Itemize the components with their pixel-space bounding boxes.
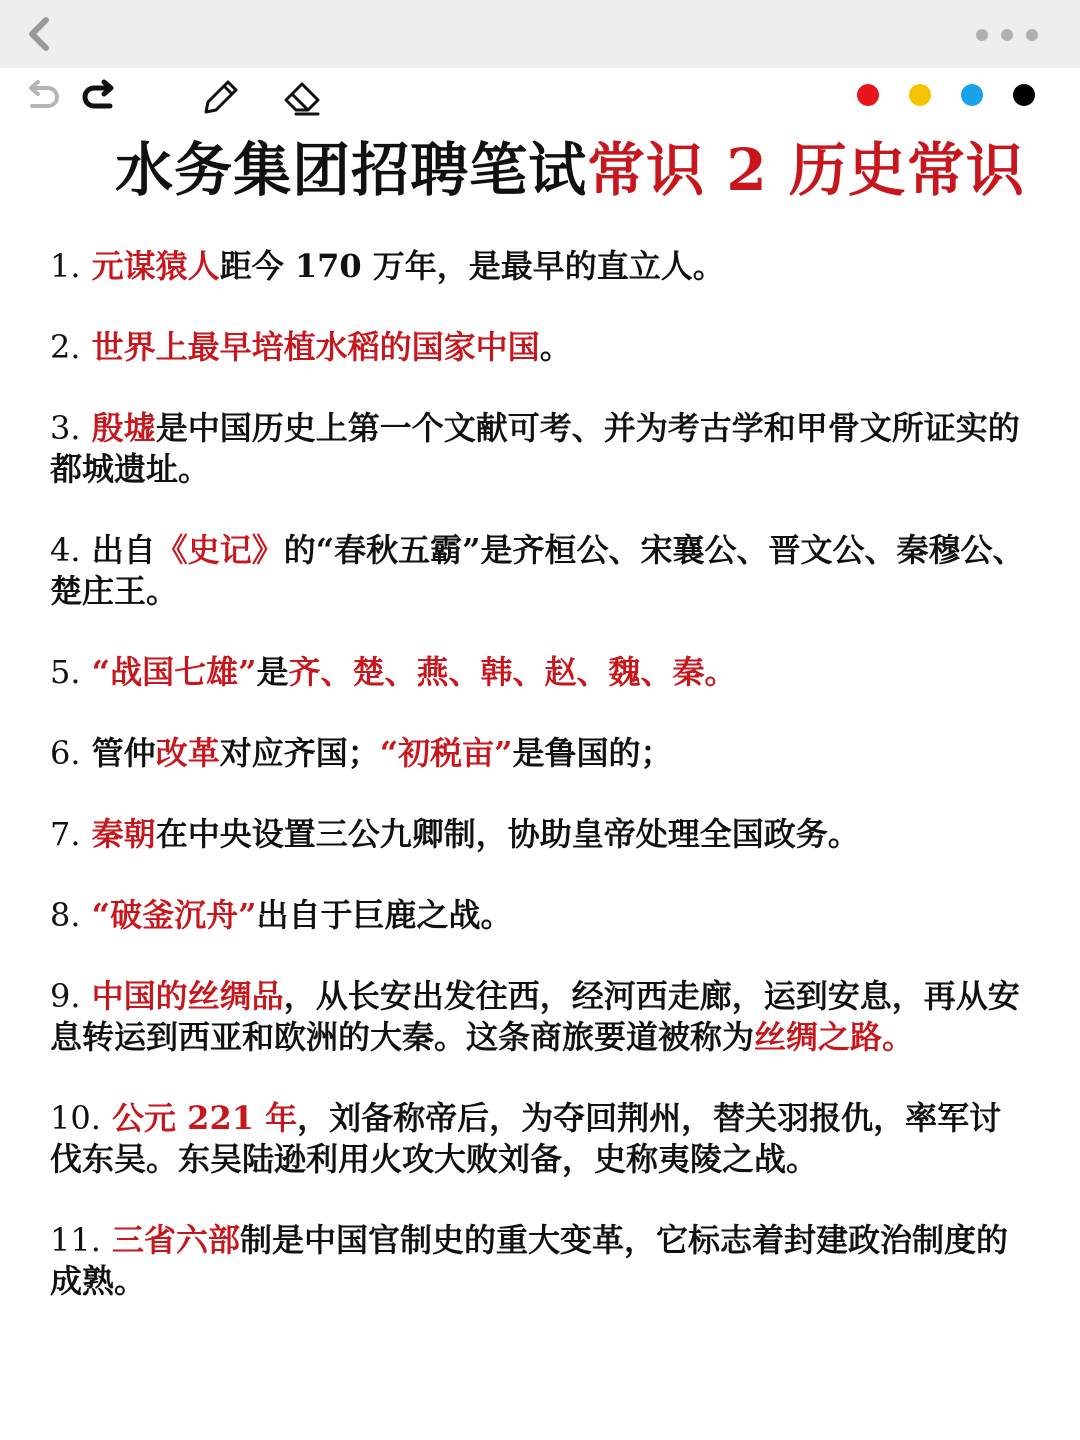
- item-text: 距今 170 万年，是最早的直立人。: [219, 247, 725, 285]
- title-black-part: 水务集团招聘笔试: [115, 136, 588, 204]
- highlight-text: 丝绸之路。: [754, 1018, 915, 1056]
- highlight-text: 公元 221 年: [112, 1099, 298, 1137]
- item-number: 11.: [50, 1221, 101, 1259]
- item-number: 5.: [50, 653, 81, 691]
- top-bar: [0, 0, 1080, 68]
- item-text: ，从长安出发往西，经河西走廊，运到安息，再从安息转运到西亚和欧洲的大秦。这条商旅要道被称为: [50, 977, 1020, 1056]
- item-text: 出自于巨鹿之战。: [256, 896, 513, 934]
- item-number: 2.: [50, 328, 81, 366]
- back-button[interactable]: [22, 14, 58, 54]
- item-text: [81, 653, 92, 691]
- color-blue-swatch[interactable]: [961, 84, 983, 106]
- item-text: 出自: [80, 531, 156, 569]
- item-text: 对应齐国；: [219, 734, 380, 772]
- item-number: 7.: [50, 815, 81, 853]
- color-red-swatch[interactable]: [857, 84, 879, 106]
- list-item: [50, 814, 1025, 855]
- highlight-text: 三省六部: [112, 1221, 241, 1259]
- highlight-text: 秦朝: [91, 815, 156, 853]
- item-text: [101, 1221, 112, 1259]
- pencil-button[interactable]: [198, 74, 242, 118]
- highlight-text: 改革: [155, 734, 220, 772]
- highlight-text: “破釜沉舟”: [91, 896, 257, 934]
- eraser-icon: [280, 74, 324, 118]
- item-text: 管仲: [80, 734, 156, 772]
- list-item: [50, 246, 1025, 287]
- highlight-text: “战国七雄”: [91, 653, 257, 691]
- item-text: [81, 409, 92, 447]
- highlight-text: 世界上最早培植水稻的国家中国: [91, 328, 540, 366]
- item-text: 是中国历史上第一个文献可考、并为考古学和甲骨文所证实的都城遗址。: [50, 409, 1020, 488]
- item-text: 是鲁国的；: [512, 734, 673, 772]
- undo-icon: [20, 74, 64, 118]
- more-button[interactable]: [972, 22, 1042, 48]
- item-text: [101, 1099, 112, 1137]
- chevron-left-icon: [22, 14, 58, 54]
- item-text: 是: [256, 653, 289, 691]
- page-title: [0, 134, 1080, 206]
- item-text: 。: [539, 328, 572, 366]
- list-item: [50, 1098, 1025, 1180]
- list-item: [50, 652, 1025, 693]
- list-item: [50, 1220, 1025, 1302]
- highlight-text: 中国的丝绸品: [91, 977, 284, 1015]
- item-number: 8.: [50, 896, 81, 934]
- item-number: 3.: [50, 409, 81, 447]
- more-dots-icon: [972, 22, 1042, 48]
- list-item: [50, 895, 1025, 936]
- item-number: 10.: [50, 1099, 101, 1137]
- eraser-button[interactable]: [280, 74, 324, 118]
- item-text: [81, 977, 92, 1015]
- item-text: [81, 896, 92, 934]
- highlight-text: “初税亩”: [379, 734, 513, 772]
- list-item: [50, 733, 1025, 774]
- item-text: [81, 328, 92, 366]
- item-number: 6.: [50, 734, 81, 772]
- item-text: 的“春秋五霸”是齐桓公、宋襄公、晋文公、秦穆公、楚庄王。: [50, 531, 1025, 610]
- highlight-text: 齐、楚、燕、韩、赵、魏、秦。: [288, 653, 737, 691]
- highlight-text: 《史记》: [155, 531, 284, 569]
- item-number: 4.: [50, 531, 81, 569]
- highlight-text: 殷墟: [91, 409, 156, 447]
- item-text: [81, 247, 92, 285]
- item-text: [81, 815, 92, 853]
- list-item: [50, 408, 1025, 490]
- history-facts-list: [50, 246, 1025, 1342]
- item-text: 在中央设置三公九卿制，协助皇帝处理全国政务。: [155, 815, 860, 853]
- pencil-icon: [198, 74, 242, 118]
- highlight-text: 元谋猿人: [91, 247, 220, 285]
- item-text: ，刘备称帝后，为夺回荆州，替关羽报仇，率军讨伐东吴。东吴陆逊利用火攻大败刘备，史称夷陵之战。: [50, 1099, 1002, 1178]
- color-black-swatch[interactable]: [1013, 84, 1035, 106]
- redo-button[interactable]: [78, 74, 122, 118]
- list-item: [50, 976, 1025, 1058]
- undo-button[interactable]: [20, 74, 64, 118]
- list-item: [50, 327, 1025, 368]
- color-yellow-swatch[interactable]: [909, 84, 931, 106]
- item-number: 9.: [50, 977, 81, 1015]
- redo-icon: [78, 74, 122, 118]
- item-number: 1.: [50, 247, 81, 285]
- title-red-part: 常识 2 历史常识: [587, 136, 1025, 204]
- list-item: [50, 530, 1025, 612]
- item-text: 制是中国官制史的重大变革，它标志着封建政治制度的成熟。: [50, 1221, 1009, 1300]
